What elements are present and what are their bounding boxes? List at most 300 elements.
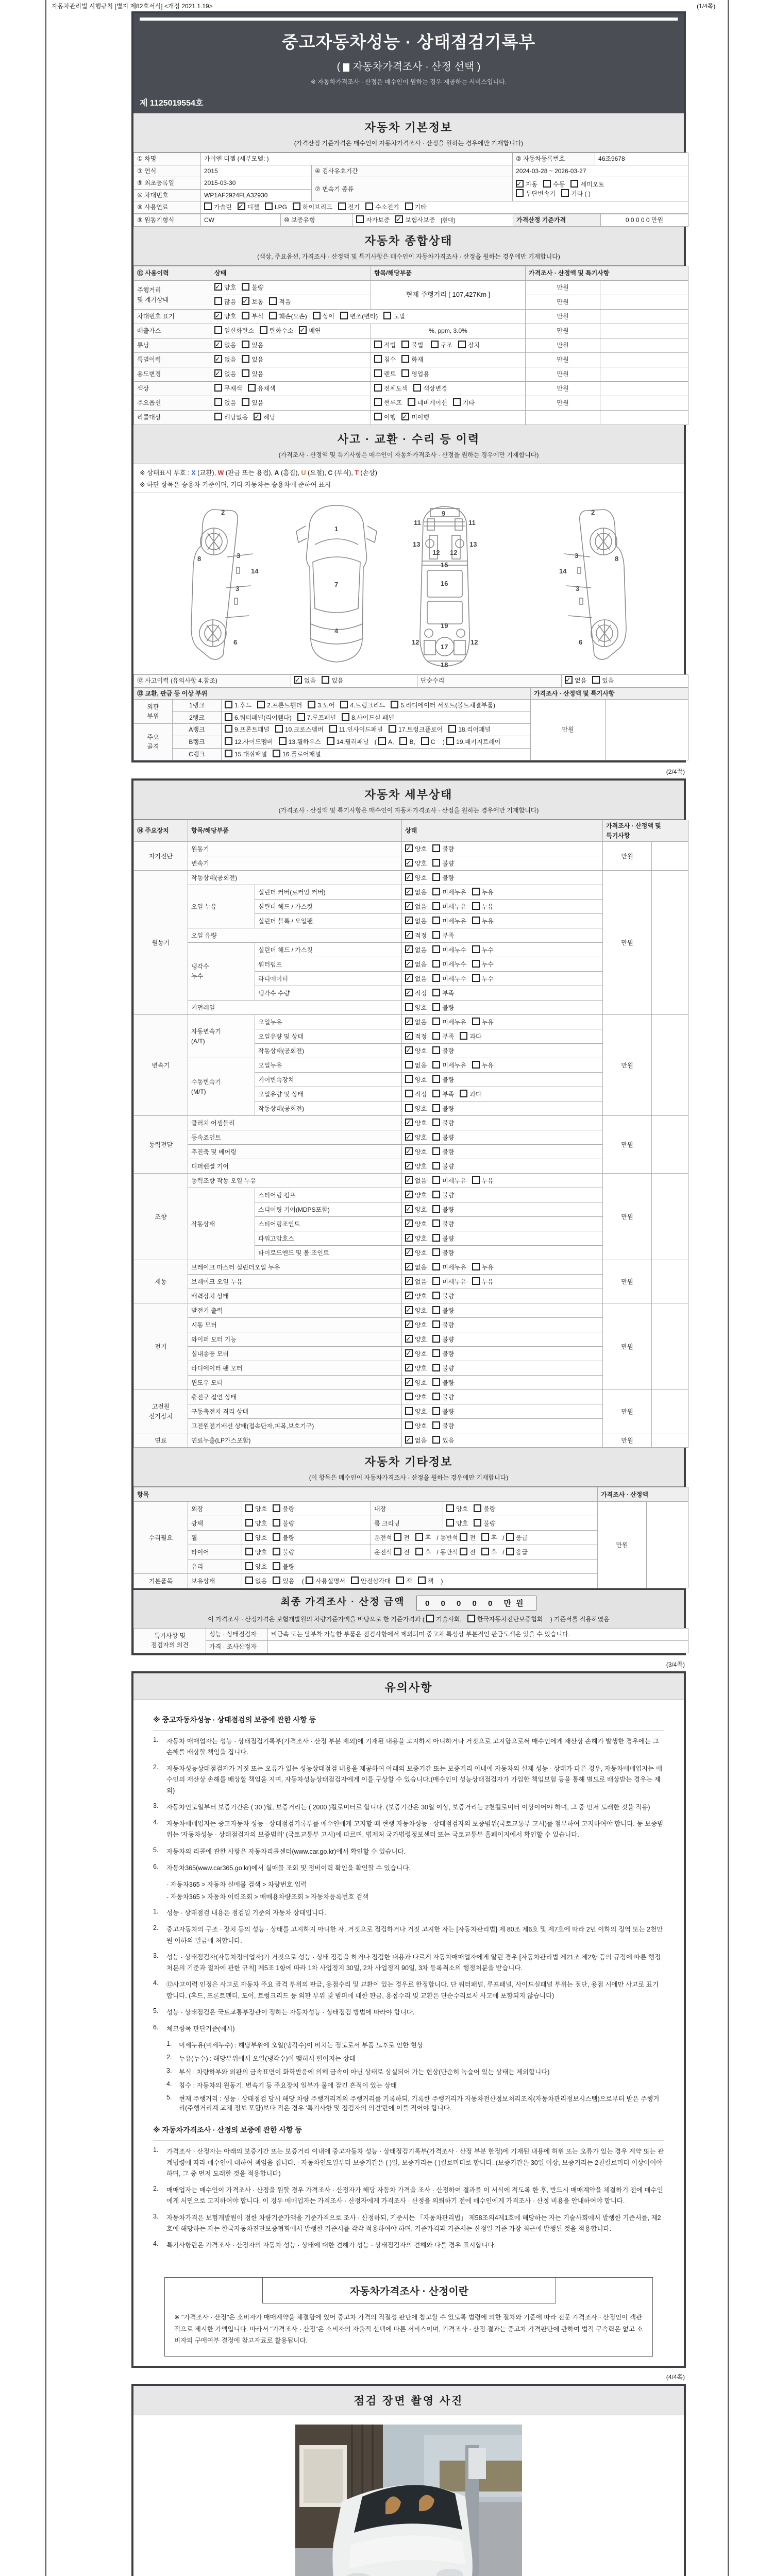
checkbox-unchecked[interactable] [506, 1548, 514, 1555]
cell: 만원 [603, 1116, 652, 1174]
checkbox-unchecked[interactable] [374, 384, 382, 392]
checkbox-option: 탄화수소 [260, 326, 293, 336]
checkbox-option: ✓ 양호 [405, 1364, 427, 1374]
checkbox-unchecked[interactable] [432, 1003, 440, 1011]
checkbox-unchecked[interactable] [432, 1306, 440, 1314]
checkbox-option: 불량 [273, 1548, 294, 1557]
checkbox-unchecked[interactable] [418, 1577, 426, 1584]
checkbox-option: 불량 [432, 1075, 454, 1085]
checkbox-unchecked[interactable] [374, 398, 382, 406]
checkbox-unchecked[interactable] [432, 1436, 440, 1444]
checkbox-unchecked[interactable] [432, 1090, 440, 1097]
checkbox-unchecked[interactable] [421, 737, 429, 745]
checkbox-option: 장치 [458, 341, 480, 350]
checkbox-unchecked[interactable] [293, 202, 300, 210]
cell: 클러치 어셈블리 [188, 1116, 402, 1130]
checkbox-unchecked[interactable] [405, 1075, 413, 1083]
checkbox-unchecked[interactable] [214, 384, 222, 392]
checkbox-unchecked[interactable] [405, 1393, 413, 1400]
checkbox-unchecked[interactable] [225, 750, 232, 757]
checkbox-unchecked[interactable] [260, 326, 267, 334]
photo-section-title: 점검 장면 촬영 사진 [133, 2386, 684, 2415]
checkbox-checked[interactable] [242, 297, 249, 305]
cell [402, 1159, 603, 1174]
cell: 보유상태 [188, 1574, 242, 1588]
checkbox-unchecked[interactable] [467, 1615, 475, 1622]
checkbox-checked[interactable] [405, 1364, 413, 1371]
checkbox-checked[interactable] [405, 1263, 413, 1270]
checkbox-option: ✓ 적정 [405, 989, 427, 998]
row-vin: 차대번호 표기 [134, 310, 211, 324]
section-title: 사고 · 교환 · 수리 등 이력 [337, 433, 480, 446]
checkbox-unchecked[interactable] [306, 1577, 313, 1584]
cell: 워터펌프 [255, 957, 402, 972]
checkbox-unchecked[interactable] [273, 1519, 280, 1527]
checkbox-unchecked[interactable] [405, 1090, 413, 1097]
checkbox-unchecked[interactable] [432, 1147, 440, 1155]
checkbox-option: 15.대쉬패널 [225, 750, 267, 759]
checkbox-unchecked[interactable] [432, 1378, 440, 1386]
checkbox-checked[interactable] [405, 1018, 413, 1025]
checkbox-unchecked[interactable] [481, 1533, 489, 1541]
section-note: (가격산정 기준가격은 매수인이 자동차가격조사 · 산정을 원하는 경우에만 기재합니다) [294, 140, 524, 147]
checkbox-unchecked[interactable] [204, 202, 212, 210]
checkbox-unchecked[interactable] [329, 725, 337, 733]
checkbox-unchecked[interactable] [472, 1277, 480, 1285]
checkbox-unchecked[interactable] [432, 859, 440, 867]
checkbox-unchecked[interactable] [516, 189, 524, 197]
checkbox-unchecked[interactable] [242, 341, 249, 348]
checkbox-checked[interactable] [405, 1277, 413, 1285]
checkbox-unchecked[interactable] [401, 369, 409, 377]
cell [402, 1058, 603, 1073]
svg-text:12: 12 [412, 638, 419, 647]
svg-text:9: 9 [442, 510, 446, 518]
checkbox-unchecked[interactable] [308, 701, 315, 708]
cell [402, 1202, 603, 1217]
checkbox-unchecked[interactable] [338, 202, 346, 210]
checkbox-unchecked[interactable] [446, 1504, 454, 1512]
checkbox-unchecked[interactable] [432, 974, 440, 982]
checkbox-unchecked[interactable] [432, 1248, 440, 1256]
checkbox-option: 불량 [432, 1205, 454, 1215]
first-reg-label: ⑤ 최초등록일 [134, 177, 201, 190]
checkbox-unchecked[interactable] [472, 960, 480, 968]
checkbox-unchecked[interactable] [415, 1533, 423, 1541]
checkbox-checked[interactable] [405, 1292, 413, 1299]
svg-text:7: 7 [334, 581, 339, 589]
checkbox-unchecked[interactable] [408, 398, 415, 406]
checkbox-checked[interactable] [294, 676, 302, 684]
checkbox-unchecked[interactable] [472, 888, 480, 895]
checkbox-unchecked[interactable] [342, 713, 349, 721]
checkbox-unchecked[interactable] [472, 1061, 480, 1069]
col-state: 상태 [211, 266, 371, 281]
model-year-label: ③ 연식 [134, 165, 201, 177]
checkbox-unchecked[interactable] [415, 1548, 423, 1555]
notice-item: 6. 체크항목 판단기준(예시) [153, 2024, 235, 2033]
checkbox-unchecked[interactable] [474, 1504, 481, 1512]
checkbox-unchecked[interactable] [365, 202, 373, 210]
checkbox-checked[interactable] [214, 312, 222, 319]
checkbox-option: 미세누유 [432, 1018, 466, 1027]
checkbox-checked[interactable] [405, 873, 413, 881]
checkbox-unchecked[interactable] [269, 312, 277, 319]
checkbox-unchecked[interactable] [242, 369, 249, 377]
checkbox-unchecked[interactable] [432, 1018, 440, 1025]
checkbox-unchecked[interactable] [432, 960, 440, 968]
checkbox-unchecked[interactable] [374, 341, 382, 348]
checkbox-unchecked[interactable] [273, 1504, 280, 1512]
checkbox-checked[interactable] [214, 341, 222, 348]
checkbox-unchecked[interactable] [432, 1407, 440, 1415]
checkbox-unchecked[interactable] [405, 1421, 413, 1429]
checkbox-unchecked[interactable] [322, 676, 329, 684]
checkbox-unchecked[interactable] [327, 737, 334, 745]
checkbox-unchecked[interactable] [248, 384, 256, 392]
checkbox-checked[interactable] [405, 945, 413, 953]
cell: 가격조사 · 산정액 및 특기사항 [531, 687, 688, 700]
cell: 라디에이터 [255, 972, 402, 986]
checkbox-option: ✓ 없음 [565, 676, 586, 686]
checkbox-unchecked[interactable] [432, 844, 440, 852]
checkbox-unchecked[interactable] [273, 1533, 280, 1541]
checkbox-unchecked[interactable] [432, 1234, 440, 1242]
checkbox-unchecked[interactable] [340, 312, 348, 319]
checkbox-unchecked[interactable] [432, 1320, 440, 1328]
checkbox-checked[interactable] [405, 1436, 413, 1444]
checkbox-unchecked[interactable] [242, 283, 249, 291]
checkbox-unchecked[interactable] [265, 202, 273, 210]
checkbox-unchecked[interactable] [242, 312, 249, 319]
checkbox-unchecked[interactable] [432, 1118, 440, 1126]
cell: 만원 [603, 842, 652, 871]
checkbox-checked[interactable] [299, 326, 307, 334]
checkbox-unchecked[interactable] [389, 725, 396, 733]
checkbox-unchecked[interactable] [396, 1577, 404, 1584]
checkbox-unchecked[interactable] [391, 701, 398, 708]
checkbox-checked[interactable] [405, 974, 413, 982]
checkbox-unchecked[interactable] [432, 1219, 440, 1227]
checkbox-checked[interactable] [405, 1219, 413, 1227]
checkbox-unchecked[interactable] [257, 701, 265, 708]
checkbox-checked[interactable] [405, 1335, 413, 1343]
checkbox-checked[interactable] [405, 1046, 413, 1054]
checkbox-unchecked[interactable] [374, 355, 382, 363]
checkbox-unchecked[interactable] [394, 1548, 401, 1555]
checkbox-option: 누수 [472, 974, 494, 984]
checkbox-option: 도말 [383, 312, 405, 321]
checkbox-unchecked[interactable] [481, 1548, 489, 1555]
basic-info-table2 [133, 214, 688, 227]
cell [600, 396, 688, 411]
cell: 자동변속기 (A/T) [188, 1015, 255, 1058]
checkbox-checked[interactable] [405, 1306, 413, 1314]
cell: 운전석 전 후 / 동반석 전 후 / 응급 [371, 1545, 598, 1560]
transmission-options [513, 177, 688, 201]
checkbox-checked[interactable] [405, 1320, 413, 1328]
checkbox-unchecked[interactable] [275, 725, 283, 733]
checkbox-unchecked[interactable] [273, 750, 280, 757]
checkbox-unchecked[interactable] [405, 202, 413, 210]
checkbox-unchecked[interactable] [472, 917, 480, 924]
checkbox-option: 전 [460, 1533, 476, 1543]
checkbox-unchecked[interactable] [460, 1032, 467, 1040]
checkbox-option: 상이 [313, 312, 334, 321]
checkbox-checked[interactable] [405, 931, 413, 939]
checkbox-unchecked[interactable] [472, 974, 480, 982]
checkbox-unchecked[interactable] [374, 413, 382, 420]
checkbox-unchecked[interactable] [472, 902, 480, 910]
checkbox-unchecked[interactable] [378, 737, 386, 745]
checkbox-option: 양호 [446, 1519, 468, 1529]
block-main-info [131, 11, 686, 762]
checkbox-checked[interactable] [405, 1176, 413, 1184]
checkbox-checked[interactable] [516, 180, 524, 188]
fuel-label: ⑧ 사용연료 [134, 201, 201, 214]
checkbox-option: 불량 [242, 283, 263, 293]
checkbox-checked[interactable] [405, 989, 413, 996]
checkbox-option: ✓ 양호 [405, 1292, 427, 1301]
checkbox-unchecked[interactable] [432, 989, 440, 996]
checkbox-checked[interactable] [405, 1162, 413, 1170]
checkbox-unchecked[interactable] [273, 1548, 280, 1555]
notice-item: 4. ⑫사고이력 인정은 사고로 자동차 주요 골격 부위의 판금, 용접수리 및 교환이 있는 경우로 한정합니다. 단 쿼터패널, 루프패널, 사이드실패널 부위는 절단, 용접 시에만 사고로 표기합니다. (후드, 프론트펜더, 도어, 트렁크리드 등 외판 부위 및 범퍼에 대한 판금, 용접수리 및 교환은 단순수리로서 사고에 포함되지 않습니다) [153, 1979, 659, 1999]
checkbox-unchecked[interactable] [432, 1046, 440, 1054]
checkbox-unchecked[interactable] [431, 341, 439, 348]
checkbox-unchecked[interactable] [401, 355, 409, 363]
header-subtitle: ( 자동차가격조사 · 산정 선택 ) [337, 61, 481, 73]
checkbox-unchecked[interactable] [446, 737, 454, 745]
checkbox-unchecked[interactable] [472, 1263, 480, 1270]
checkbox-unchecked[interactable] [472, 1176, 480, 1184]
checkbox-checked[interactable] [405, 960, 413, 968]
checkbox-checked[interactable] [405, 917, 413, 924]
checkbox-checked[interactable] [565, 676, 573, 684]
checkbox-unchecked[interactable] [592, 676, 600, 684]
checkbox-unchecked[interactable] [432, 1393, 440, 1400]
checkbox-unchecked[interactable] [313, 312, 321, 319]
checkbox-checked[interactable] [405, 1032, 413, 1040]
checkbox-unchecked[interactable] [432, 931, 440, 939]
notice-item: 2. 매매업자는 매수인이 가격조사 · 산정을 원할 경우 가격조사 · 산정자가 해당 자동차 가격을 조사 · 산정하여 결과를 이 서식에 적도록 한 후, 반드시 매매계약을 체결하기 전에 매수인에게 서면으로 고지하여야 합니다. 이 경우 매매업자는 가격조사 · 산정자에게 가격조사 · 산정을 의뢰하기 전에 매수인에게 가격조사 · 산정 비용을 안내하여야 합니다. [153, 2185, 663, 2205]
group-engine: 원동기 [134, 871, 188, 1015]
checkbox-unchecked[interactable] [432, 945, 440, 953]
cell [402, 1419, 603, 1433]
checkbox-unchecked[interactable] [245, 1562, 253, 1570]
checkbox-unchecked[interactable] [448, 725, 456, 733]
checkbox-unchecked[interactable] [405, 1104, 413, 1112]
checkbox-option: 양호 [405, 1104, 427, 1114]
checkbox-unchecked[interactable] [432, 1263, 440, 1270]
checkbox-option: 응급 [506, 1533, 528, 1543]
checkbox-unchecked[interactable] [214, 413, 222, 420]
checkbox-unchecked[interactable] [432, 873, 440, 881]
checkbox-unchecked[interactable] [405, 1003, 413, 1011]
checkbox-unchecked[interactable] [432, 917, 440, 924]
cell: 만원 [531, 700, 606, 760]
checkbox-checked[interactable] [405, 1191, 413, 1198]
notice-subitem: 5. 현재 주행거리 : 성능 · 상태점검 당시 해당 차량 주행거리계의 주행거리를 기록하되, 기록한 주행거리가 자동차전산정보처리조직(자동차관리정보시스템)으로부터 받은 주행거리(주행거리계 교체 정보 포함)보다 적은 경우 '특기사항 및 점검자의 의견'란에 이를 적어야 합니다. [166, 2094, 660, 2112]
checkbox-unchecked[interactable] [413, 384, 421, 392]
checkbox-unchecked[interactable] [356, 215, 364, 223]
checkbox-checked[interactable] [214, 369, 222, 377]
checkbox-unchecked[interactable] [225, 713, 232, 721]
checkbox-unchecked[interactable] [245, 1533, 253, 1541]
checkbox-unchecked[interactable] [214, 398, 222, 406]
document [131, 0, 686, 2576]
checkbox-checked[interactable] [405, 888, 413, 895]
checkbox-unchecked[interactable] [432, 1104, 440, 1112]
checkbox-checked[interactable] [405, 902, 413, 910]
checkbox-unchecked[interactable] [432, 902, 440, 910]
checkbox-unchecked[interactable] [460, 1090, 467, 1097]
checkbox-checked[interactable] [405, 1133, 413, 1141]
checkbox-unchecked[interactable] [446, 1519, 454, 1527]
checkbox-unchecked[interactable] [374, 369, 382, 377]
checkbox-unchecked[interactable] [506, 1533, 514, 1541]
document-header [133, 13, 684, 113]
checkbox-unchecked[interactable] [351, 1577, 359, 1584]
cell: 스티어링조인트 [255, 1217, 402, 1231]
checkbox-unchecked[interactable] [432, 1191, 440, 1198]
checkbox-checked[interactable] [405, 844, 413, 852]
checkbox-option: 후 [415, 1533, 431, 1543]
checkbox-option: 전 [460, 1548, 476, 1557]
checkbox-unchecked[interactable] [405, 1061, 413, 1069]
checkbox-unchecked[interactable] [242, 355, 249, 363]
checkbox-unchecked[interactable] [273, 1562, 280, 1570]
checkbox-option: ✓ 양호 [405, 1133, 427, 1143]
checkbox-unchecked[interactable] [460, 1548, 467, 1555]
checkbox-unchecked[interactable] [269, 297, 277, 305]
checkbox-checked[interactable] [214, 355, 222, 363]
checkbox-checked[interactable] [405, 859, 413, 867]
checkbox-checked[interactable] [401, 413, 409, 420]
checkbox-unchecked[interactable] [432, 1061, 440, 1069]
checkbox-unchecked[interactable] [225, 725, 232, 733]
checkbox-unchecked[interactable] [214, 326, 222, 334]
checkbox-option: 무단변속기 [516, 189, 556, 199]
checkbox-checked[interactable] [395, 215, 403, 223]
legend-code: C [328, 469, 333, 477]
checkbox-unchecked[interactable] [472, 945, 480, 953]
checkbox-option: ✓ 미이행 [401, 413, 429, 422]
checkbox-unchecked[interactable] [245, 1519, 253, 1527]
checkbox-checked[interactable] [405, 1147, 413, 1155]
checkbox-unchecked[interactable] [432, 1364, 440, 1371]
checkbox-unchecked[interactable] [432, 1176, 440, 1184]
checkbox-unchecked[interactable] [432, 1292, 440, 1299]
checkbox-option: 과다 [460, 1090, 481, 1099]
checkbox-unchecked[interactable] [297, 713, 305, 721]
cell: 고전원전기배선 상태(접속단자,피복,보호기구) [188, 1419, 402, 1433]
checkbox-unchecked[interactable] [432, 1032, 440, 1040]
checkbox-unchecked[interactable] [432, 1421, 440, 1429]
checkbox-option: ✓ 양호 [405, 1248, 427, 1258]
cell [211, 338, 371, 353]
checkbox-unchecked[interactable] [432, 1277, 440, 1285]
checkbox-unchecked[interactable] [394, 1533, 401, 1541]
checkbox-unchecked[interactable] [561, 189, 569, 197]
checkbox-unchecked[interactable] [399, 737, 407, 745]
notices-body [133, 1700, 684, 2266]
checkbox-unchecked[interactable] [472, 1018, 480, 1025]
checkbox-unchecked[interactable] [279, 737, 287, 745]
checkbox-unchecked[interactable] [432, 1349, 440, 1357]
checkbox-unchecked[interactable] [340, 701, 348, 708]
checkbox-unchecked[interactable] [426, 1615, 434, 1622]
checkbox-unchecked[interactable] [225, 737, 232, 745]
cell [652, 871, 688, 1015]
checkbox-unchecked[interactable] [432, 1075, 440, 1083]
checkbox-checked[interactable] [238, 202, 245, 210]
checkbox-checked[interactable] [405, 1205, 413, 1213]
checkbox-option: 불량 [432, 1191, 454, 1200]
legend-code: W [217, 469, 224, 477]
notice-heading: ※ 자동차가격조사 · 산정의 보증에 관한 사항 등 [153, 2120, 664, 2141]
cell [606, 700, 688, 760]
checkbox-unchecked[interactable] [432, 1205, 440, 1213]
checkbox-checked[interactable] [254, 413, 261, 420]
col-price: 가격조사 · 산정액 [598, 1487, 688, 1502]
checkbox-checked[interactable] [405, 1234, 413, 1242]
checkbox-unchecked[interactable] [383, 312, 391, 319]
checkbox-option: 자가보증 [356, 215, 390, 225]
checkbox-option: 구조 [431, 341, 452, 350]
checkbox-option: 부족 [432, 931, 454, 941]
checkbox-checked[interactable] [405, 1118, 413, 1126]
checkbox-checked[interactable] [405, 1378, 413, 1386]
checkbox-unchecked[interactable] [432, 1133, 440, 1141]
checkbox-unchecked[interactable] [405, 1407, 413, 1415]
checkbox-unchecked[interactable] [245, 1504, 253, 1512]
main-frame-group: 주요 골격 [134, 724, 173, 760]
checkbox-unchecked[interactable] [273, 1577, 280, 1584]
checkbox-unchecked[interactable] [225, 701, 232, 708]
cell: 오일 유량 [188, 928, 402, 943]
checkbox-unchecked[interactable] [214, 297, 222, 305]
checkbox-unchecked[interactable] [432, 1335, 440, 1343]
checkbox-checked[interactable] [405, 1349, 413, 1357]
checkbox-unchecked[interactable] [570, 180, 578, 188]
checkbox-option: 없음 [214, 398, 236, 408]
checkbox-option: 변조(변타) [340, 312, 378, 321]
basic-info-table [133, 152, 688, 214]
checkbox-unchecked[interactable] [245, 1548, 253, 1555]
checkbox-checked[interactable] [214, 283, 222, 291]
cell: 만원 [526, 382, 600, 396]
inspection-period-label: ④ 검사유효기간 [312, 165, 513, 177]
checkbox-unchecked[interactable] [543, 180, 551, 188]
checkbox-option: 미세누수 [432, 960, 466, 970]
checkbox-checked[interactable] [405, 1248, 413, 1256]
definition-text: ※ "가격조사 · 산정"은 소비자가 매매계약을 체결함에 있어 중고차 가격의 적절성 판단에 참고할 수 있도록 법령에 의한 절차와 기준에 따라 전문 가격조사 · 산정인이 객관적으로 제시한 가액입니다. 따라서 "가격조사 · 산정"은 소비자의 자율적 선택에 따른 서비스이며, 가격조사 · 산정 결과는 중고차 가격판단에 관하여 법적 구속력은 없고 소비자의 구매여부 결정에 참고자료로 활용됩니다. [174, 2314, 643, 2345]
checkbox-option: 17.트렁크플로어 [389, 725, 443, 735]
checkbox-unchecked[interactable] [460, 1533, 467, 1541]
checkbox-unchecked[interactable] [458, 341, 466, 348]
checkbox-unchecked[interactable] [242, 398, 249, 406]
checkbox-unchecked[interactable] [245, 1577, 253, 1584]
cell: 스티어링 기어(MDPS포함) [255, 1202, 402, 1217]
checkbox-unchecked[interactable] [453, 398, 461, 406]
cell [211, 367, 371, 382]
checkbox-unchecked[interactable] [474, 1519, 481, 1527]
checkbox-unchecked[interactable] [432, 1162, 440, 1170]
checkbox-unchecked[interactable] [432, 888, 440, 895]
other-info-table [133, 1487, 688, 1588]
checkbox-unchecked[interactable] [401, 341, 409, 348]
